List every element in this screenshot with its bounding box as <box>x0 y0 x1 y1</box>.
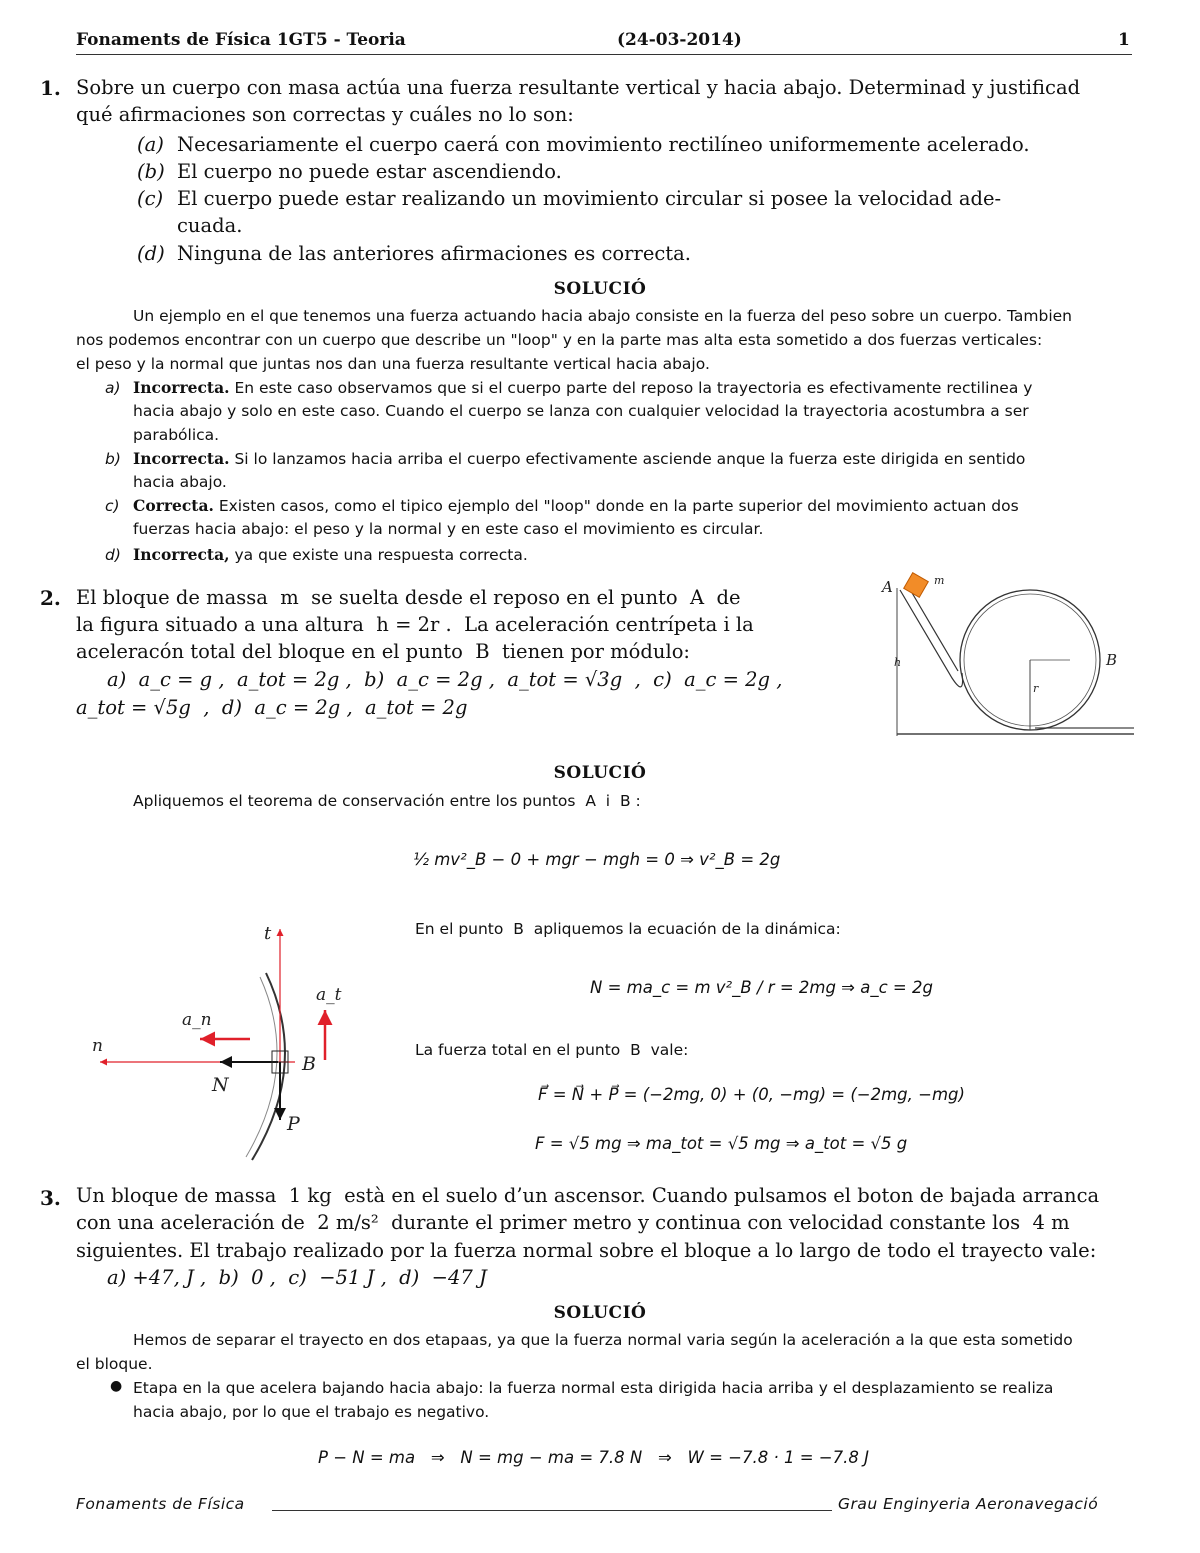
q1-option-d: (d) Ninguna de las anteriores afirmaciones es correcta. <box>137 242 691 265</box>
label-A: A <box>882 578 893 596</box>
q1-text-1: Sobre un cuerpo con masa actúa una fuerza resultante vertical y hacia abajo. Determinad y justificad <box>76 76 1081 99</box>
q3-text-2: con una aceleración de 2 m/s² durante el primer metro y continua con velocidad constante los 4 m <box>76 1211 1070 1234</box>
label-m: m <box>934 574 945 587</box>
q1-answer-b-2: hacia abajo. <box>133 473 227 491</box>
q3-number: 3. <box>40 1186 61 1210</box>
label-t: t <box>264 923 272 944</box>
q2-sol-text3: La fuerza total en el punto B vale: <box>415 1041 689 1059</box>
q3-solution-title: SOLUCIÓ <box>553 1303 647 1323</box>
q1-answer-a-3: parabólica. <box>133 426 220 444</box>
free-body-diagram <box>80 915 360 1170</box>
label-an: a_n <box>182 1010 212 1030</box>
q2-text-3: aceleracón total del bloque en el punto B tienen por módulo: <box>76 640 691 663</box>
q1-solution-title: SOLUCIÓ <box>553 279 647 299</box>
loop-figure <box>870 568 1140 740</box>
q3-eq: P − N = ma ⇒ N = mg − ma = 7.8 N ⇒ W = −7.8 · 1 = −7.8 J <box>318 1448 869 1467</box>
footer-right: Grau Enginyeria Aeronavegació <box>838 1495 1099 1513</box>
q2-options-2: a_tot = √5g , d) a_c = 2g , a_tot = 2g <box>76 696 468 719</box>
bullet-icon: ● <box>110 1378 123 1394</box>
label-B: B <box>1106 651 1118 669</box>
header-date: (24-03-2014) <box>617 30 742 50</box>
ramp-track-inner <box>908 586 958 671</box>
q1-answer-c-2: fuerzas hacia abajo: el peso y la normal y en este caso el movimiento es circular. <box>133 520 764 538</box>
q2-number: 2. <box>40 586 61 610</box>
footer-left: Fonaments de Física <box>76 1495 245 1513</box>
q1-option-a: (a) Necesariamente el cuerpo caerá con movimiento rectilíneo uniformemente acelerado. <box>137 133 1030 156</box>
footer-rule <box>272 1510 832 1511</box>
label-N: N <box>212 1074 229 1096</box>
q2-eq2: N = ma_c = m v²_B / r = 2mg ⇒ a_c = 2g <box>590 978 933 997</box>
q1-sol-line-3: el peso y la normal que juntas nos dan una fuerza resultante vertical hacia abajo. <box>76 355 710 373</box>
q2-eq3: F⃗ = N⃗ + P⃗ = (−2mg, 0) + (0, −mg) = (−2mg, −mg) <box>538 1085 965 1104</box>
label-r: r <box>1033 682 1039 695</box>
q1-answer-a-2: hacia abajo y solo en este caso. Cuando el cuerpo se lanza con cualquier velocidad la trayectoria acostumbra a ser <box>133 402 1029 420</box>
q3-bullet-line-2: hacia abajo, por lo que el trabajo es negativo. <box>133 1403 490 1421</box>
label-h: h <box>894 656 902 669</box>
q1-sol-line-2: nos podemos encontrar con un cuerpo que describe un "loop" y en la parte mas alta esta sometido a dos fuerzas verticales: <box>76 331 1043 349</box>
q2-eq1: ½ mv²_B − 0 + mgr − mgh = 0 ⇒ v²_B = 2g <box>413 850 781 869</box>
block-m <box>904 573 929 598</box>
page-number: 1 <box>1118 30 1130 50</box>
label-at: a_t <box>316 985 342 1005</box>
q3-sol-line-2: el bloque. <box>76 1355 153 1373</box>
q1-number: 1. <box>40 76 61 100</box>
q1-option-c-cont: cuada. <box>177 214 243 237</box>
q1-sol-line-1: Un ejemplo en el que tenemos una fuerza actuando hacia abajo consiste en la fuerza del peso sobre un cuerpo. Tambien <box>133 307 1073 325</box>
header-title: Fonaments de Física 1GT5 - Teoria <box>76 30 406 50</box>
q1-option-c: (c) El cuerpo puede estar realizando un movimiento circular si posee la velocidad ade- <box>137 187 1002 210</box>
q3-options: a) +47, J , b) 0 , c) −51 J , d) −47 J <box>107 1266 487 1289</box>
q1-option-b: (b) El cuerpo no puede estar ascendiendo. <box>137 160 562 183</box>
q3-text-3: siguientes. El trabajo realizado por la fuerza normal sobre el bloque a lo largo de todo el trayecto vale: <box>76 1239 1097 1262</box>
q2-sol-text2: En el punto B apliquemos la ecuación de la dinámica: <box>415 920 841 938</box>
q2-options-1: a) a_c = g , a_tot = 2g , b) a_c = 2g , a_tot = √3g , c) a_c = 2g , <box>107 668 783 691</box>
label-n: n <box>92 1036 103 1056</box>
label-B-fbd: B <box>302 1053 316 1075</box>
q2-sol-intro: Apliquemos el teorema de conservación entre los puntos A i B : <box>133 792 641 810</box>
q1-answer-a: a) Incorrecta. En este caso observamos que si el cuerpo parte del reposo la trayectoria es efectivamente rectilinea y <box>105 378 1033 397</box>
q1-answer-b: b) Incorrecta. Si lo lanzamos hacia arriba el cuerpo efectivamente asciende anque la fuerza este dirigida en sentido <box>105 449 1026 468</box>
q3-bullet-line-1: Etapa en la que acelera bajando hacia abajo: la fuerza normal esta dirigida hacia arriba y el desplazamiento se realiza <box>133 1379 1054 1397</box>
q2-solution-title: SOLUCIÓ <box>553 763 647 783</box>
q2-text-2: la figura situado a una altura h = 2r . La aceleración centrípeta i la <box>76 613 754 636</box>
q3-sol-line-1: Hemos de separar el trayecto en dos etapaas, ya que la fuerza normal varia según la aceleración a la que esta sometido <box>133 1331 1073 1349</box>
q2-text-1: El bloque de massa m se suelta desde el reposo en el punto A de <box>76 586 741 609</box>
header-rule <box>76 54 1132 55</box>
q1-answer-d: d) Incorrecta, ya que existe una respuesta correcta. <box>105 545 528 564</box>
ramp-track-outer <box>900 590 963 687</box>
label-P: P <box>287 1113 300 1135</box>
q1-answer-c: c) Correcta. Existen casos, como el tipico ejemplo del "loop" donde en la parte superior del movimiento actuan dos <box>105 496 1019 515</box>
q2-eq4: F = √5 mg ⇒ ma_tot = √5 mg ⇒ a_tot = √5 g <box>535 1134 908 1153</box>
q3-text-1: Un bloque de massa 1 kg està en el suelo d’un ascensor. Cuando pulsamos el boton de bajada arranca <box>76 1184 1100 1207</box>
q1-text-2: qué afirmaciones son correctas y cuáles no lo son: <box>76 103 574 126</box>
